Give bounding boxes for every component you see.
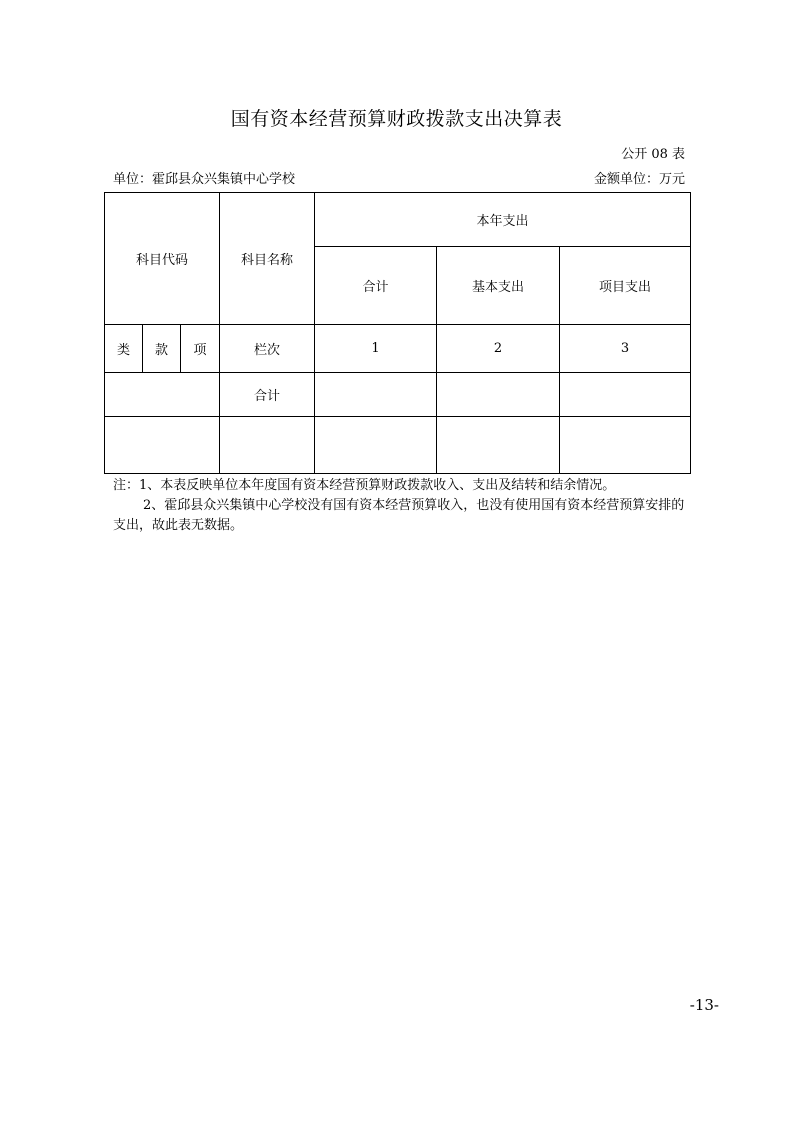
page-title: 国有资本经营预算财政拨款支出决算表 [230, 108, 563, 130]
sum-row-basic [437, 372, 560, 417]
header-current-year: 本年支出 [315, 193, 691, 247]
header-item: 项 [181, 324, 220, 372]
header-total: 合计 [315, 246, 437, 324]
sum-row-code [105, 372, 220, 417]
column-number-3: 3 [560, 324, 691, 372]
header-subject-name: 科目名称 [220, 193, 315, 325]
form-number: 公开 08 表 [621, 147, 685, 162]
note-line-2: 2、霍邱县众兴集镇中心学校没有国有资本经营预算收入，也没有使用国有资本经营预算安排的支出，故此表无数据。 [113, 498, 685, 533]
empty-row-code [105, 417, 220, 474]
unit-label: 单位：霍邱县众兴集镇中心学校 [113, 172, 296, 187]
empty-row-project [560, 417, 691, 474]
empty-row-total [315, 417, 437, 474]
expenditure-table [104, 192, 691, 474]
empty-row-name [220, 417, 315, 474]
header-basic: 基本支出 [437, 246, 560, 324]
column-number-2: 2 [437, 324, 560, 372]
header-project: 项目支出 [560, 246, 691, 324]
header-section: 款 [143, 324, 181, 372]
header-class: 类 [105, 324, 143, 372]
note-line-1: 注：1、本表反映单位本年度国有资本经营预算财政拨款收入、支出及结转和结余情况。 [113, 478, 616, 493]
header-subject-code: 科目代码 [105, 193, 220, 325]
money-unit-label: 金额单位：万元 [593, 172, 685, 187]
sum-row-project [560, 372, 691, 417]
empty-row-basic [437, 417, 560, 474]
column-number-1: 1 [315, 324, 437, 372]
notes [113, 476, 693, 536]
page-number: -13- [689, 996, 719, 1014]
sum-row-total [315, 372, 437, 417]
sum-row-label: 合计 [220, 372, 315, 417]
header-column-no: 栏次 [220, 324, 315, 372]
